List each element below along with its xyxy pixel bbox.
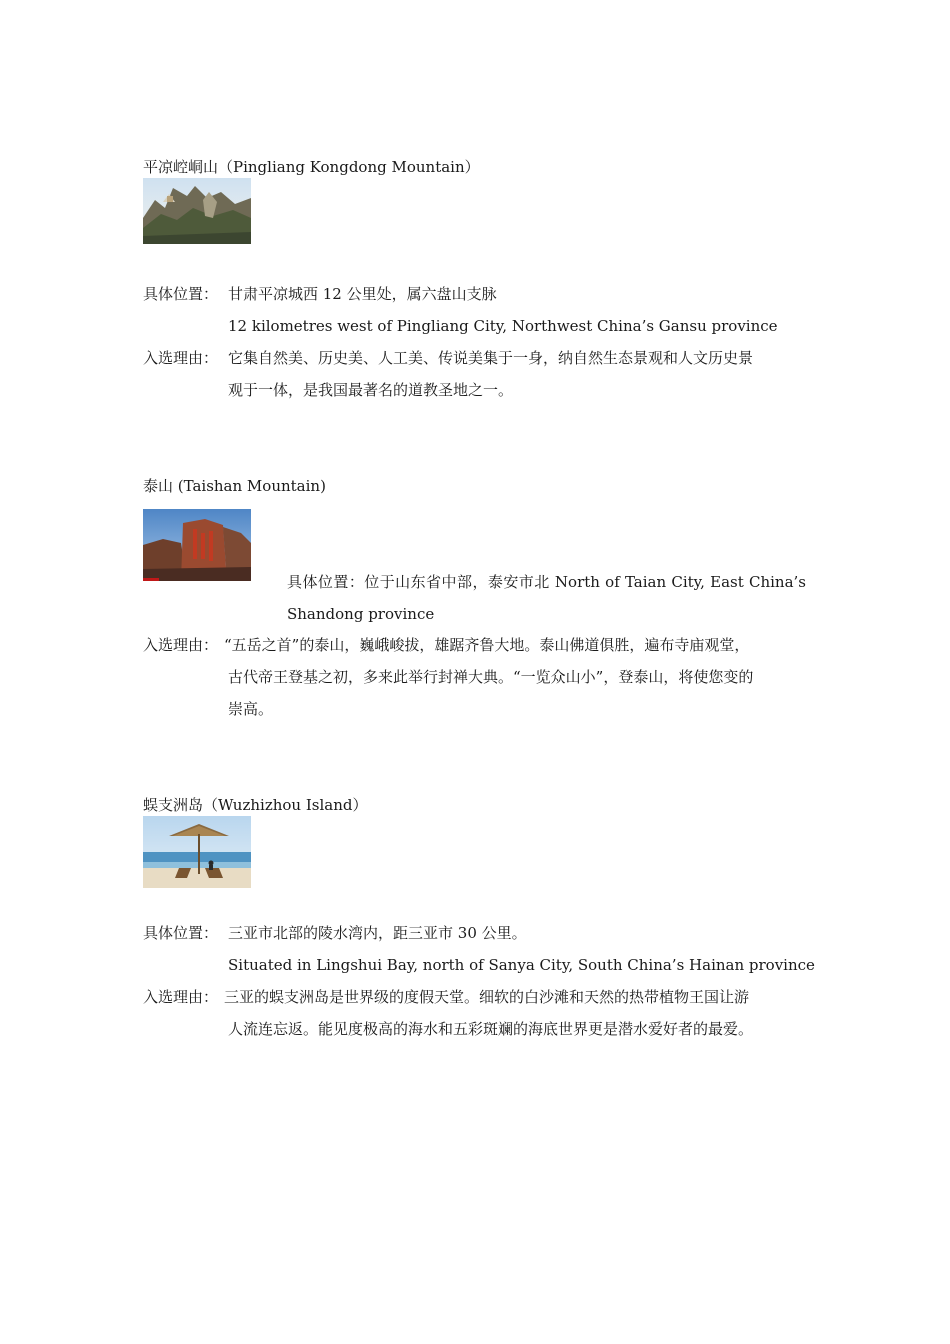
reason-label-taishan: 入选理由： xyxy=(143,636,219,654)
kongdong-mountain-photo xyxy=(143,178,251,244)
location-en-wuzhizhou: Situated in Lingshui Bay, north of Sanya City, South China’s Hainan province xyxy=(228,956,815,974)
reason-line-wuzhizhou-2: 人流连忘返。能见度极高的海水和五彩斑斓的海底世界更是潜水爱好者的最爱。 xyxy=(228,1020,754,1038)
reason-line-taishan-2: 古代帝王登基之初，多来此举行封禅大典。“一览众山小”，登泰山，将使您变的 xyxy=(228,668,754,686)
reason-label-kongdong: 入选理由： xyxy=(143,349,219,367)
location-taishan: 具体位置：位于山东省中部，泰安市北 North of Taian City, East China’s Shandong province xyxy=(287,573,806,623)
location-label-kongdong: 具体位置： xyxy=(143,285,219,303)
reason-line-kongdong-2: 观于一体，是我国最著名的道教圣地之一。 xyxy=(228,381,514,399)
reason-line-taishan-3: 崇高。 xyxy=(228,700,274,718)
section-title-kongdong: 平凉崆峒山（Pingliang Kongdong Mountain） xyxy=(143,158,480,176)
taishan-mountain-photo xyxy=(143,509,251,581)
reason-label-wuzhizhou: 入选理由： xyxy=(143,988,219,1006)
reason-line-taishan-1: “五岳之首”的泰山，巍峨峻拔，雄踞齐鲁大地。泰山佛道俱胜，遍布寺庙观堂， xyxy=(224,636,750,654)
reason-line-wuzhizhou-1: 三亚的蜈支洲岛是世界级的度假天堂。细软的白沙滩和天然的热带植物王国让游 xyxy=(224,988,750,1006)
section-title-wuzhizhou: 蜈支洲岛（Wuzhizhou Island） xyxy=(143,796,368,814)
reason-line-kongdong-1: 它集自然美、历史美、人工美、传说美集于一身，纳自然生态景观和人文历史景 xyxy=(228,349,754,367)
location-label-wuzhizhou: 具体位置： xyxy=(143,924,219,942)
wuzhizhou-island-photo xyxy=(143,816,251,888)
location-cn-kongdong: 甘肃平凉城西 12 公里处，属六盘山支脉 xyxy=(228,285,497,303)
location-en-kongdong: 12 kilometres west of Pingliang City, Northwest China’s Gansu province xyxy=(228,317,778,335)
section-title-taishan: 泰山 (Taishan Mountain) xyxy=(143,477,326,495)
location-cn-wuzhizhou: 三亚市北部的陵水湾内，距三亚市 30 公里。 xyxy=(228,924,527,942)
